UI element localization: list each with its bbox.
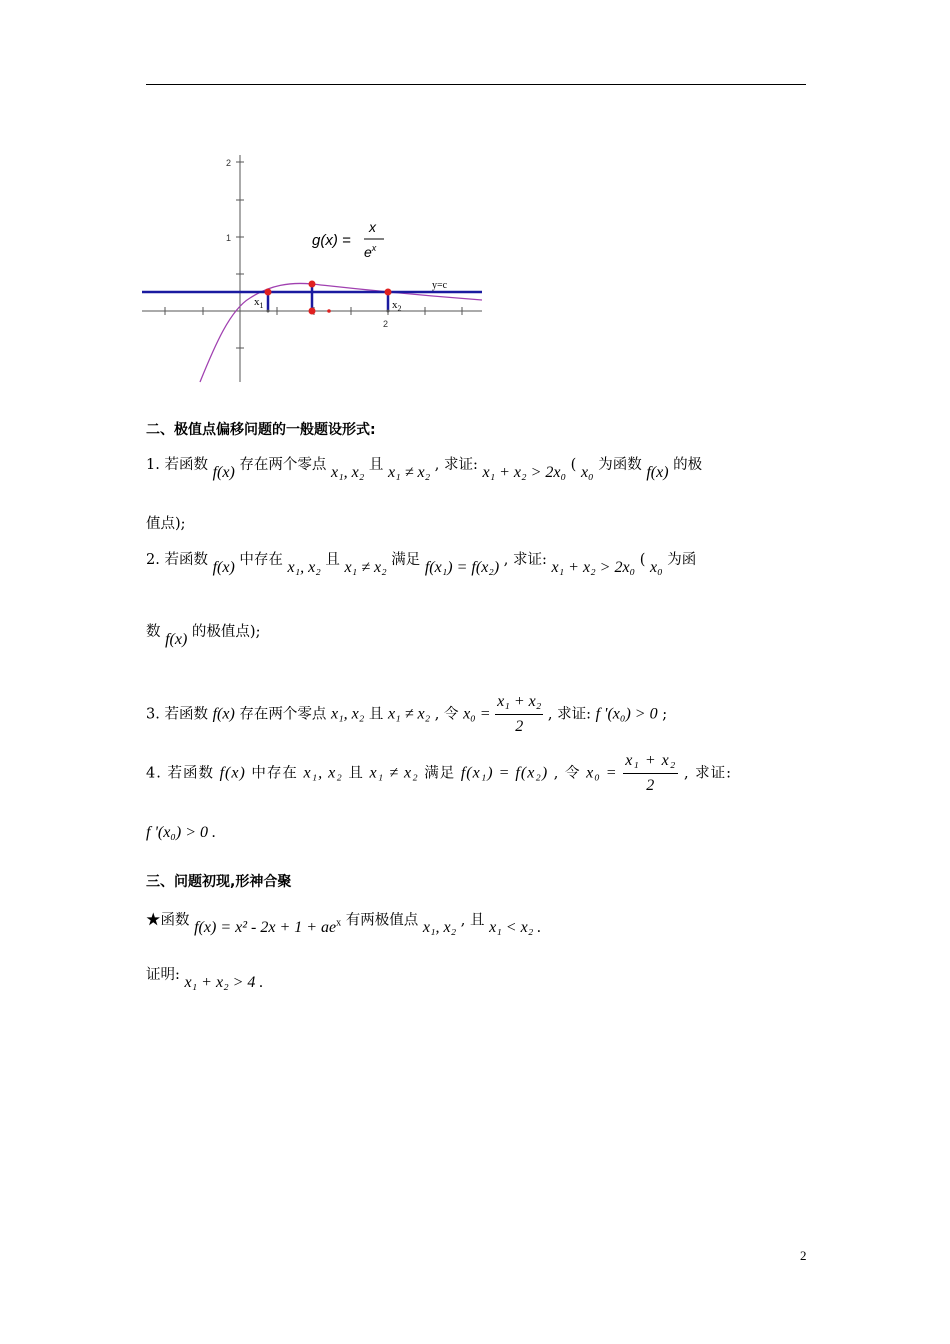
item4-frac-den: 2 <box>646 777 656 794</box>
item4-text-d: 满足 <box>424 765 456 782</box>
item4-text-f: , 求证: <box>683 765 733 782</box>
item2-x1x2: x₁, x₂ <box>287 559 321 576</box>
item1-x0: x₀ <box>580 464 594 481</box>
item3-x0-eq: x₀ = <box>463 705 491 723</box>
item2-text-g: 为函 <box>667 552 697 568</box>
item2-x1-ne-x2: x₁ ≠ x₂ <box>344 559 387 576</box>
function-graph-figure <box>140 150 485 388</box>
item4-fx1-eq-fx2: f(x₁) = f(x₂) <box>460 764 549 782</box>
section2-heading: 二、极值点偏移问题的一般题设形式: <box>146 422 376 438</box>
y-tick-1: 1 <box>226 233 232 243</box>
item4-fx: f(x) <box>219 764 246 782</box>
item3-fprime: f '(x₀) > 0 <box>595 705 658 723</box>
item3-text-a: 3. 若函数 <box>146 706 208 723</box>
item4-line1 <box>146 749 816 798</box>
header-rule <box>146 84 806 85</box>
x1-intersection-point <box>265 289 272 296</box>
formula-lhs: g(x) = <box>312 232 351 249</box>
item3-x1-ne-x2: x₁ ≠ x₂ <box>388 705 431 723</box>
item1-fx: f(x) <box>212 464 235 481</box>
item1-text-a: 1. 若函数 <box>146 457 208 473</box>
max-point <box>309 281 316 288</box>
section3-heading: 三、问题初现,形神合聚 <box>146 874 292 890</box>
y-tick-2: 2 <box>226 158 232 168</box>
proof-statement: x₁ + x₂ > 4 . <box>184 974 264 991</box>
problem-and-text: , 且 <box>460 912 485 929</box>
item2-line1 <box>146 550 816 576</box>
small-point <box>327 309 331 313</box>
item4-x1-ne-x2: x₁ ≠ x₂ <box>369 764 419 782</box>
item1-text-e: ( <box>570 457 577 473</box>
problem-star-text: ★函数 <box>146 912 190 929</box>
page-number: 2 <box>800 1248 807 1263</box>
g-curve <box>200 283 482 382</box>
item1-text-d: , 求证: <box>434 457 478 473</box>
item4-x1x2: x₁, x₂ <box>303 764 343 782</box>
proof-line <box>146 965 816 991</box>
item3-frac-num: x₁ + x₂ <box>495 690 543 715</box>
item2-line2 <box>146 622 816 648</box>
x2-foot-point <box>387 310 390 313</box>
item2-cont-a: 数 <box>146 624 161 640</box>
proof-label: 证明: <box>146 967 180 983</box>
x1-label: $x_1$ <box>254 296 264 310</box>
item3-fx: f(x) <box>212 705 235 723</box>
item1-fx-2: f(x) <box>646 464 669 481</box>
x2-intersection-point <box>385 289 392 296</box>
problem-line <box>146 906 816 937</box>
item1-text-f: 为函数 <box>598 457 642 473</box>
item2-fx: f(x) <box>212 559 235 576</box>
item3-text-c: 且 <box>368 706 384 723</box>
item4-text-b: 中存在 <box>251 765 298 782</box>
problem-points: x₁, x₂ <box>422 919 457 937</box>
item2-fx1-eq-fx2: f(x₁) = f(x₂) <box>424 559 500 576</box>
item2-text-b: 中存在 <box>239 552 283 568</box>
formula-den: $e^x$ <box>364 243 377 260</box>
item2-text-f: ( <box>639 552 646 568</box>
item3-text-d: , 令 <box>434 706 459 723</box>
x2-label: $x_2$ <box>392 299 402 313</box>
item1-x1-ne-x2: x₁ ≠ x₂ <box>388 464 431 481</box>
item2-text-e: , 求证: <box>503 552 547 568</box>
item2-text-a: 2. 若函数 <box>146 552 208 568</box>
item1-text-c: 且 <box>368 457 384 473</box>
x-tick-2: 2 <box>383 319 389 329</box>
item3-text-b: 存在两个零点 <box>239 706 327 723</box>
item1-line2: 值点); <box>146 516 186 532</box>
item3-fraction <box>495 690 543 739</box>
item3-text-f: ; <box>662 706 668 723</box>
item1-line1 <box>146 455 816 481</box>
item1-x1x2: x₁, x₂ <box>330 464 365 481</box>
item4-frac-num: x₁ + x₂ <box>623 749 678 774</box>
item4-line2: f '(x₀) > 0 . <box>146 824 216 841</box>
item3-frac-den: 2 <box>515 718 524 735</box>
item3-x1x2: x₁, x₂ <box>330 705 365 723</box>
x1-foot-point <box>267 310 270 313</box>
formula-num: x <box>369 219 376 235</box>
item2-fx-2: f(x) <box>165 631 188 648</box>
problem-function: $f(x) = x^2 - 2x + 1 + ae^x$ <box>194 918 342 937</box>
item1-text-g: 的极 <box>673 457 703 473</box>
item4-text-c: 且 <box>348 765 364 782</box>
item2-text-c: 且 <box>325 552 340 568</box>
x0-foot-point <box>309 308 316 315</box>
problem-mid-text: 有两极值点 <box>345 912 419 929</box>
item2-x0: x₀ <box>650 559 663 576</box>
item4-text-a: 4. 若函数 <box>146 765 214 782</box>
item2-cont-b: 的极值点); <box>191 624 261 640</box>
item4-fraction <box>623 749 678 798</box>
problem-inequality: x₁ < x₂ . <box>489 919 542 937</box>
item1-sum: x₁ + x₂ > 2x₀ <box>482 464 567 481</box>
y-equals-c-label: y=c <box>432 280 448 291</box>
item3-line <box>146 690 816 739</box>
item1-text-b: 存在两个零点 <box>239 457 327 473</box>
item2-sum: x₁ + x₂ > 2x₀ <box>551 559 636 576</box>
item2-text-d: 满足 <box>391 552 421 568</box>
item4-text-e: , 令 <box>553 765 581 782</box>
item4-x0-eq: x₀ = <box>586 764 618 782</box>
item3-text-e: , 求证: <box>547 706 591 723</box>
